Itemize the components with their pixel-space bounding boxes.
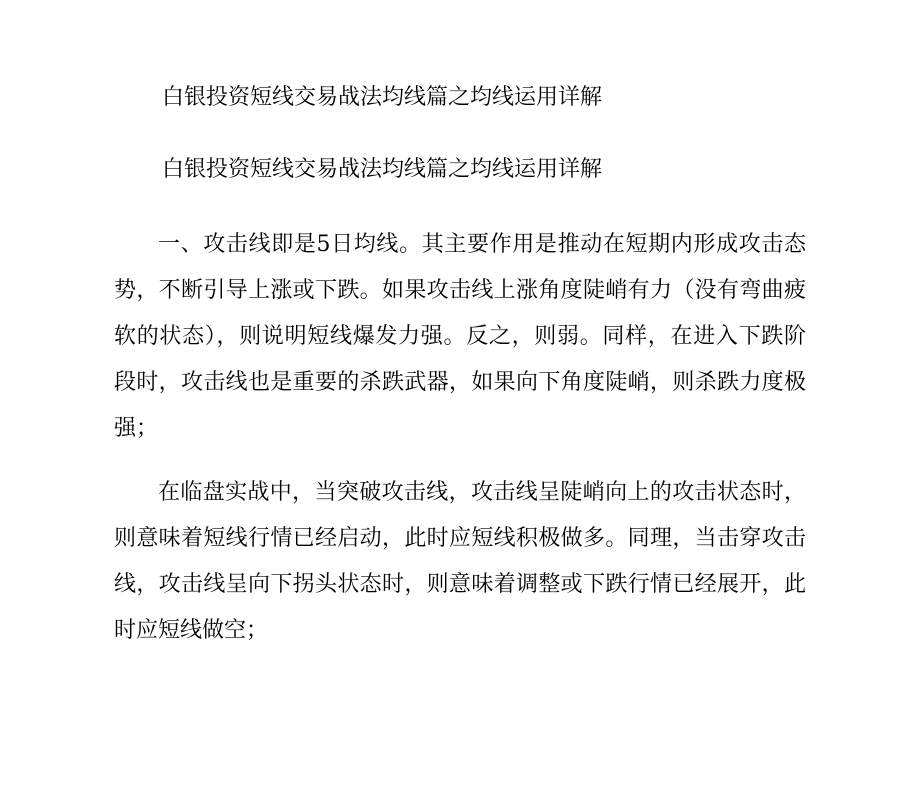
document-page — [114, 78, 806, 672]
paragraph-attack-line: 一、攻击线即是5日均线。其主要作用是推动在短期内形成攻击态势，不断引导上涨或下跌。如果攻击线上涨角度陡峭有力（没有弯曲疲软的状态），则说明短线爆发力强。反之，则弱。同样，在进入下跌阶段时，攻击线也是重要的杀跌武器，如果向下角度陡峭，则杀跌力度极强； — [114, 232, 806, 441]
document-subtitle: 白银投资短线交易战法均线篇之均线运用详解 — [162, 157, 603, 182]
paragraph-practical-trading: 在临盘实战中，当突破攻击线，攻击线呈陡峭向上的攻击状态时，则意味着短线行情已经启动，此时应短线积极做多。同理，当击穿攻击线，攻击线呈向下拐头状态时，则意味着调整或下跌行情已经展开，此时应短线做空； — [114, 480, 806, 643]
document-title: 白银投资短线交易战法均线篇之均线运用详解 — [162, 85, 603, 110]
